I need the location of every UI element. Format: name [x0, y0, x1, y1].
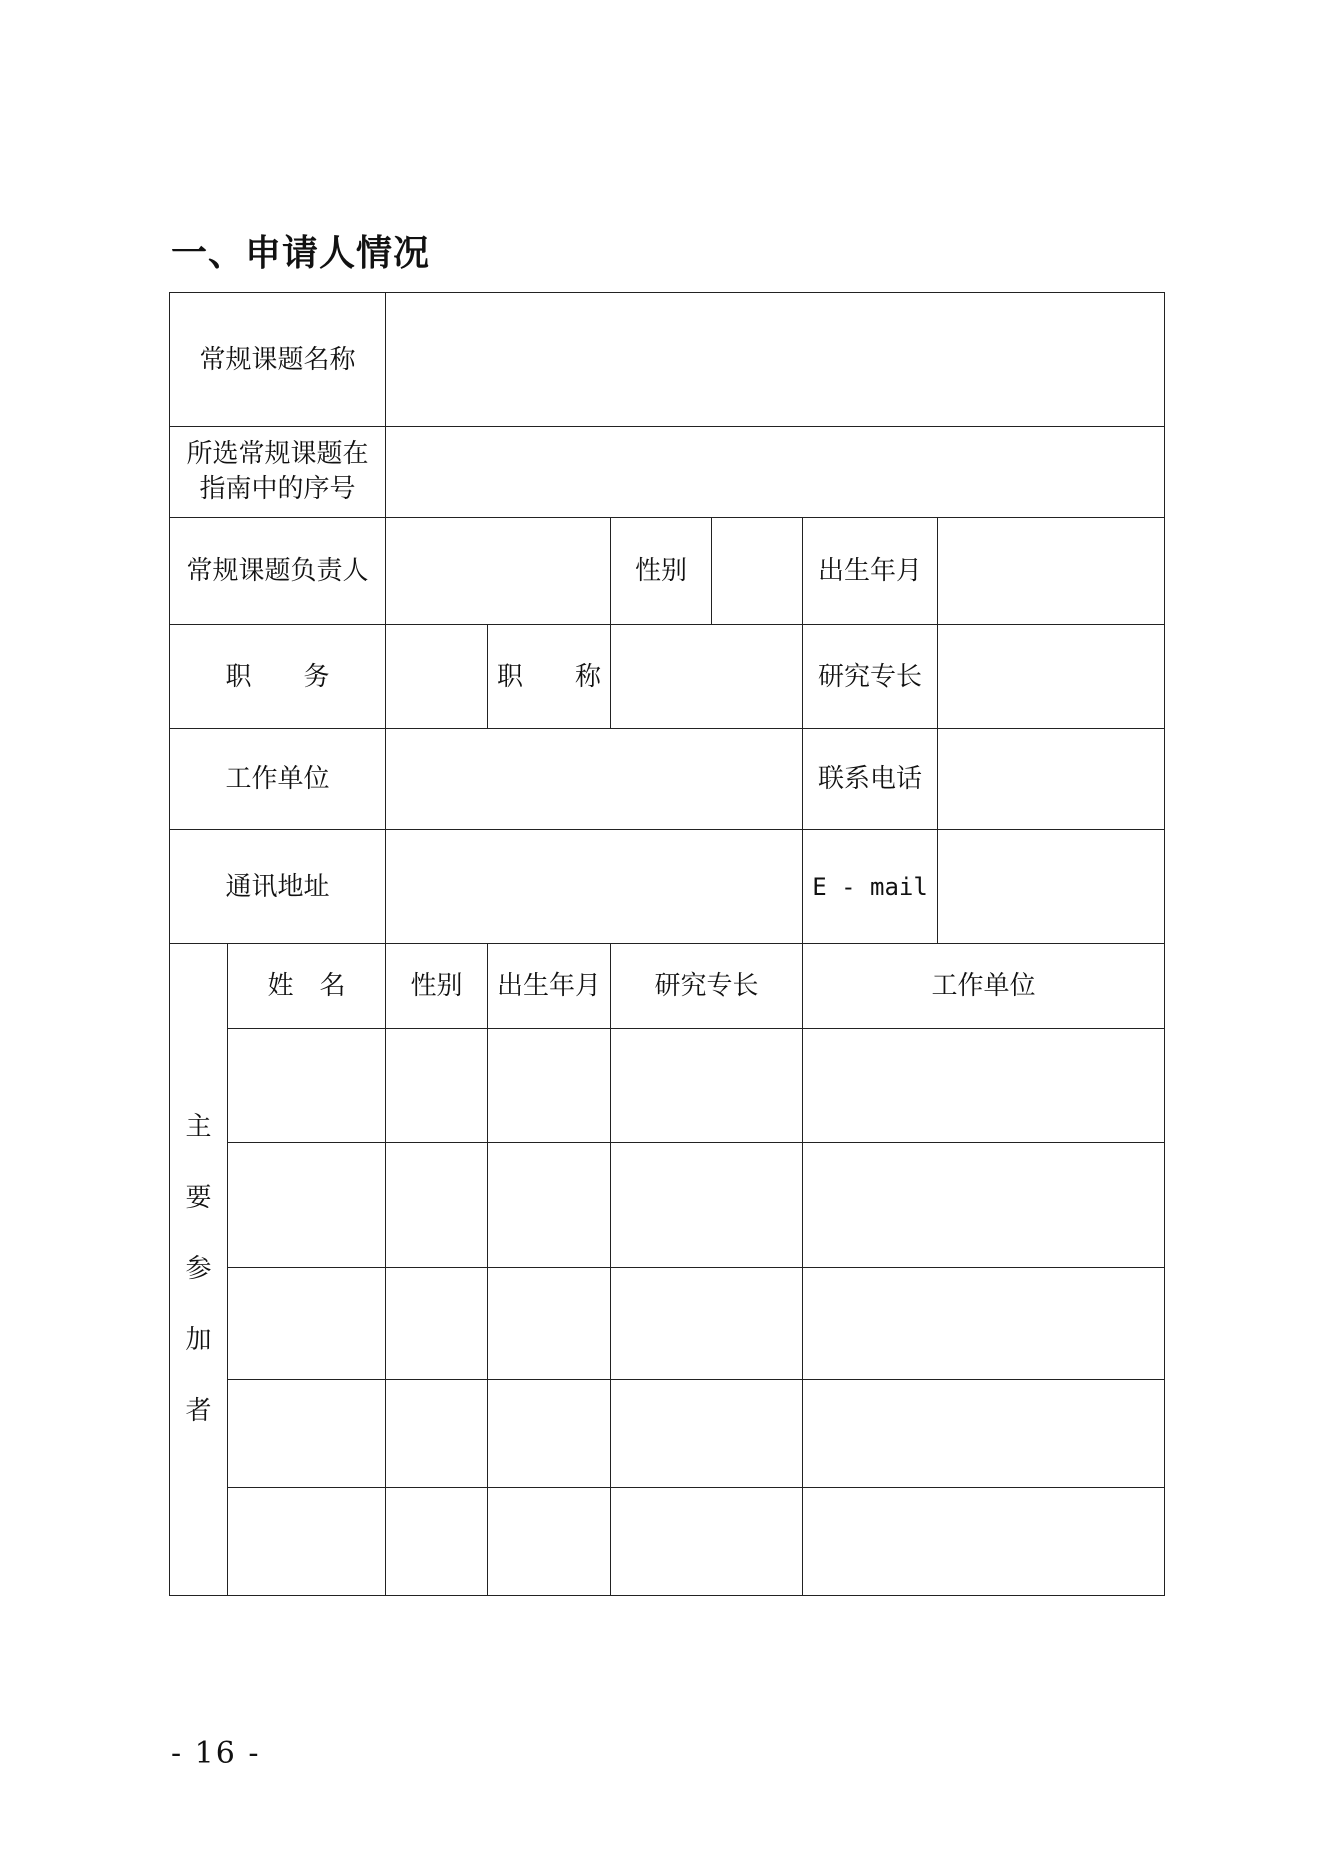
participants-header-work-unit: 工作单位: [803, 944, 1165, 1029]
participant-work-unit-field[interactable]: [803, 1488, 1165, 1596]
participant-name-field[interactable]: [228, 1488, 386, 1596]
participant-gender-field[interactable]: [386, 1029, 488, 1143]
participant-work-unit-field[interactable]: [803, 1029, 1165, 1143]
topic-index-label-text: 所选常规课题在指南中的序号: [186, 439, 369, 504]
participant-birth-field[interactable]: [488, 1029, 611, 1143]
position-field[interactable]: [386, 625, 488, 729]
work-unit-field[interactable]: [386, 729, 803, 830]
participant-research-field[interactable]: [611, 1029, 803, 1143]
position-row: [170, 625, 1165, 729]
title-label: 职 称: [488, 625, 611, 729]
participants-header-row: [170, 944, 1165, 1029]
participant-name-field[interactable]: [228, 1143, 386, 1268]
participant-birth-field[interactable]: [488, 1268, 611, 1380]
leader-birth-field[interactable]: [938, 518, 1165, 625]
topic-name-field[interactable]: [386, 293, 1165, 427]
topic-index-label: [170, 427, 386, 518]
email-field[interactable]: [938, 830, 1165, 944]
work-unit-label: 工作单位: [170, 729, 386, 830]
leader-gender-label: 性别: [611, 518, 712, 625]
address-label: 通讯地址: [170, 830, 386, 944]
participant-research-field[interactable]: [611, 1143, 803, 1268]
participants-header-research: 研究专长: [611, 944, 803, 1029]
leader-field[interactable]: [386, 518, 611, 625]
participant-research-field[interactable]: [611, 1380, 803, 1488]
participant-birth-field[interactable]: [488, 1380, 611, 1488]
participant-work-unit-field[interactable]: [803, 1143, 1165, 1268]
participant-row: [170, 1268, 1165, 1380]
applicant-info-table: [169, 292, 1165, 1596]
leader-birth-label: 出生年月: [803, 518, 938, 625]
leader-gender-field[interactable]: [712, 518, 803, 625]
participant-name-field[interactable]: [228, 1029, 386, 1143]
participant-row: [170, 1143, 1165, 1268]
research-field[interactable]: [938, 625, 1165, 729]
participants-header-name: 姓 名: [228, 944, 386, 1029]
participants-header-birth: 出生年月: [488, 944, 611, 1029]
topic-name-row: [170, 293, 1165, 427]
participant-gender-field[interactable]: [386, 1143, 488, 1268]
phone-label: 联系电话: [803, 729, 938, 830]
participant-gender-field[interactable]: [386, 1488, 488, 1596]
leader-label: 常规课题负责人: [170, 518, 386, 625]
address-field[interactable]: [386, 830, 803, 944]
topic-name-label: 常规课题名称: [170, 293, 386, 427]
participant-research-field[interactable]: [611, 1268, 803, 1380]
work-unit-row: [170, 729, 1165, 830]
participant-gender-field[interactable]: [386, 1380, 488, 1488]
participant-row: [170, 1029, 1165, 1143]
email-label: E - mail: [803, 830, 938, 944]
research-label: 研究专长: [803, 625, 938, 729]
participant-birth-field[interactable]: [488, 1143, 611, 1268]
topic-index-field[interactable]: [386, 427, 1165, 518]
participant-work-unit-field[interactable]: [803, 1380, 1165, 1488]
participant-row: [170, 1488, 1165, 1596]
leader-row: [170, 518, 1165, 625]
participant-work-unit-field[interactable]: [803, 1268, 1165, 1380]
participant-name-field[interactable]: [228, 1268, 386, 1380]
participant-gender-field[interactable]: [386, 1268, 488, 1380]
address-row: [170, 830, 1165, 944]
title-field[interactable]: [611, 625, 803, 729]
participant-row: [170, 1380, 1165, 1488]
participants-header-gender: 性别: [386, 944, 488, 1029]
participant-birth-field[interactable]: [488, 1488, 611, 1596]
participants-side-label-text: 主要参加者: [185, 1112, 212, 1426]
position-label: 职 务: [170, 625, 386, 729]
page-number: - 16 -: [171, 1736, 261, 1771]
participant-name-field[interactable]: [228, 1380, 386, 1488]
phone-field[interactable]: [938, 729, 1165, 830]
topic-index-row: [170, 427, 1165, 518]
section-title: 一、申请人情况: [171, 233, 431, 274]
participant-research-field[interactable]: [611, 1488, 803, 1596]
participants-side-label: [170, 944, 228, 1596]
